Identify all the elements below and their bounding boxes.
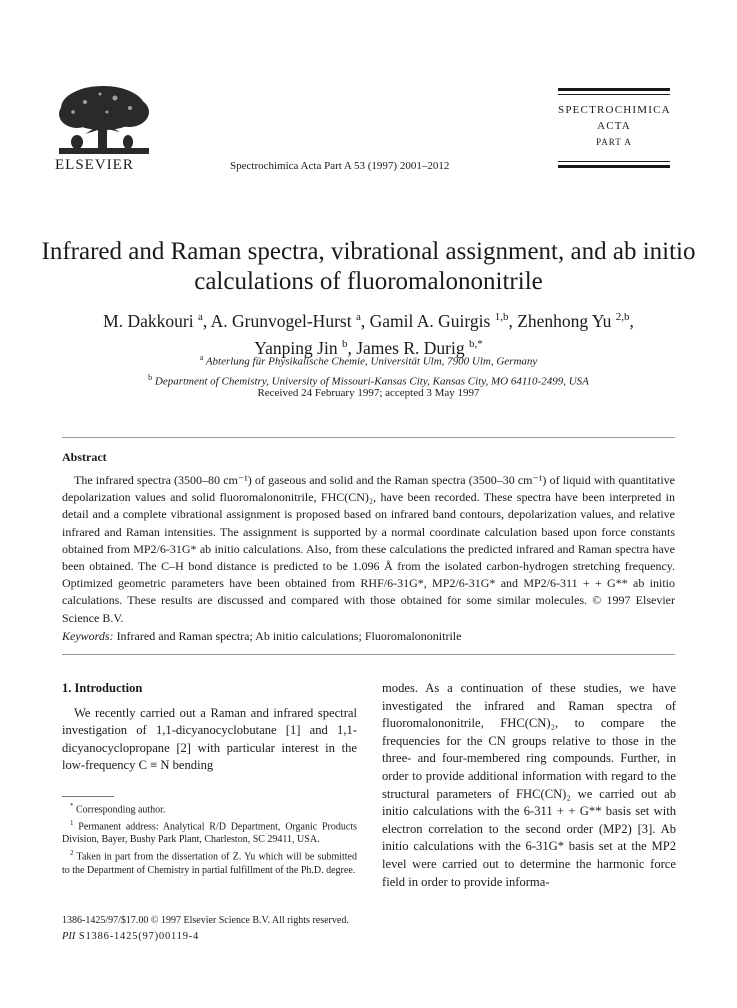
publisher-name: ELSEVIER (55, 157, 134, 173)
intro-paragraph-left: We recently carried out a Raman and infrared spectral investigation of 1,1-dicyanocyclobutane [1] and 1,1-dicyanocyclopropane [2] with particular interest in the low-frequency C ≡ N bending (62, 705, 357, 773)
author-affiliation-mark: b (341, 337, 348, 350)
footnote-mark: * (70, 802, 74, 810)
affiliations (40, 350, 697, 389)
keywords (62, 629, 675, 644)
keywords-list: Infrared and Raman spectra; Ab initio calculations; Fluoromalononitrile (116, 629, 462, 643)
footnote-text: Corresponding author. (73, 804, 166, 816)
left-column (62, 680, 357, 775)
author-affiliation-mark: a (197, 311, 203, 323)
section-heading: 1. Introduction (62, 681, 143, 695)
abstract-text: The infrared spectra (3500–80 cm⁻¹) of gaseous and solid and the Raman spectra (3500–30 cm⁻¹) of liquid with quantitative depolarization values and solid fluoromalononitrile, FHC(CN)₂, have been recorded. These spectra have been interpreted in detail and a complete vibrational assignment is proposed based on infrared band contours, depolarization values, and relative infrared and Raman intensities. The assignment is supported by a normal coordinate calculation based upon force constants obtained from MP2/6-31G* ab initio calculations. Also, from these calculations the predicted infrared and Raman spectra have been obtained. The C–H bond distance is predicted to be 1.096 Å from the isolated carbon-hydrogen stretching frequency. Optimized geometric parameters have been obtained from RHF/6-31G*, MP2/6-31G* and MP2/6-311 + + G** ab initio calculations. These results are discussed and compared with those obtained for some similar molecules. © 1997 Elsevier Science B.V. (62, 473, 675, 625)
footnote-mark: 1 (70, 818, 74, 827)
journal-citation: Spectrochimica Acta Part A 53 (1997) 2001–2012 (230, 160, 450, 172)
abstract-rule-top (62, 437, 675, 438)
elsevier-tree-logo (55, 82, 153, 157)
author-name: M. Dakkouri (103, 310, 198, 331)
footnote (62, 817, 357, 847)
pii-line (62, 931, 199, 942)
pii-code: S1386-1425(97)00119-4 (78, 931, 200, 942)
journal-rule-top (558, 88, 670, 91)
footnote-text: Taken in part from the dissertation of Z. Yu which will be submitted to the Department of Chemistry in partial fulfillment of the Ph.D. degree. (62, 851, 357, 876)
article-title: Infrared and Raman spectra, vibrational assignment, and ab initio calculations of fluoromalononitrile (41, 238, 696, 295)
abstract-heading: Abstract (62, 450, 107, 464)
author-name: James R. Durig (356, 337, 469, 358)
affiliation-text: Department of Chemistry, University of Missouri-Kansas City, Kansas City, MO 64110-2499, USA (152, 375, 589, 388)
author-list: M. Dakkouri $^a$, A. Grunvogel-Hurst $^a$, Gamil A. Guirgis $^{1,b}$, Zhenhong Yu $^{2,b}$, Yanping Jin $^b$, James R. Durig $^{b,*}$ (103, 310, 634, 358)
journal-rule-bottom (558, 165, 670, 168)
journal-part: PART A (596, 137, 632, 147)
affiliation-mark: b (148, 372, 153, 382)
author-name: Yanping Jin (254, 337, 342, 358)
right-column: modes. As a continuation of these studies, we have investigated the infrared and Raman spectra of fluoromalononitrile, FHC(CN)₂, to compare the frequencies for the CN groups relative to those in the three- and four-membered ring compounds. Further, in order to provide additional information with regard to the structural parameters of FHC(CN)₂ we carried out ab initio calculations with the 6-311 + + G** basis set with electron correlation to the second order (MP2) [3]. Ab initio calculations with the 6-31G* basis set at the MP2 level were carried out to determine the harmonic force field in order to provide informa- (382, 681, 676, 889)
affiliation-text: Abterlung für Physikalische Chemie, Universität Ulm, 7900 Ulm, Germany (203, 355, 538, 368)
footnote-rule (62, 796, 114, 797)
footnote-mark: 2 (70, 848, 74, 857)
pii-label: PII (62, 931, 76, 942)
author-name: Zhenhong Yu (517, 310, 616, 331)
received-dates: Received 24 February 1997; accepted 3 May 1997 (257, 387, 480, 399)
author-affiliation-mark: b,* (468, 337, 483, 350)
author-affiliation-mark: 2,b (615, 311, 630, 323)
journal-masthead (558, 102, 670, 150)
journal-rule-top-thin (558, 94, 670, 95)
affiliation-mark: a (199, 353, 204, 362)
keywords-label: Keywords: (62, 629, 114, 643)
author-name: A. Grunvogel-Hurst (210, 310, 356, 331)
author-affiliation-mark: 1,b (494, 311, 509, 323)
affiliation-line (40, 350, 697, 370)
journal-rule-bottom-thin (558, 161, 670, 162)
author-affiliation-mark: a (355, 311, 361, 323)
footnote-text: Permanent address: Analytical R/D Department, Organic Products Division, Bayer, Bushy Park Plant, Charleston, SC 29411, USA. (62, 821, 357, 846)
footnotes (62, 800, 357, 877)
journal-name-2: ACTA (597, 120, 631, 132)
author-name: Gamil A. Guirgis (369, 310, 495, 331)
abstract-rule-bottom (62, 654, 675, 655)
copyright-line: 1386-1425/97/$17.00 © 1997 Elsevier Science B.V. All rights reserved. (62, 915, 349, 926)
footnote (62, 847, 357, 877)
footnote (62, 800, 357, 817)
journal-name: SPECTROCHIMICA (558, 104, 671, 116)
